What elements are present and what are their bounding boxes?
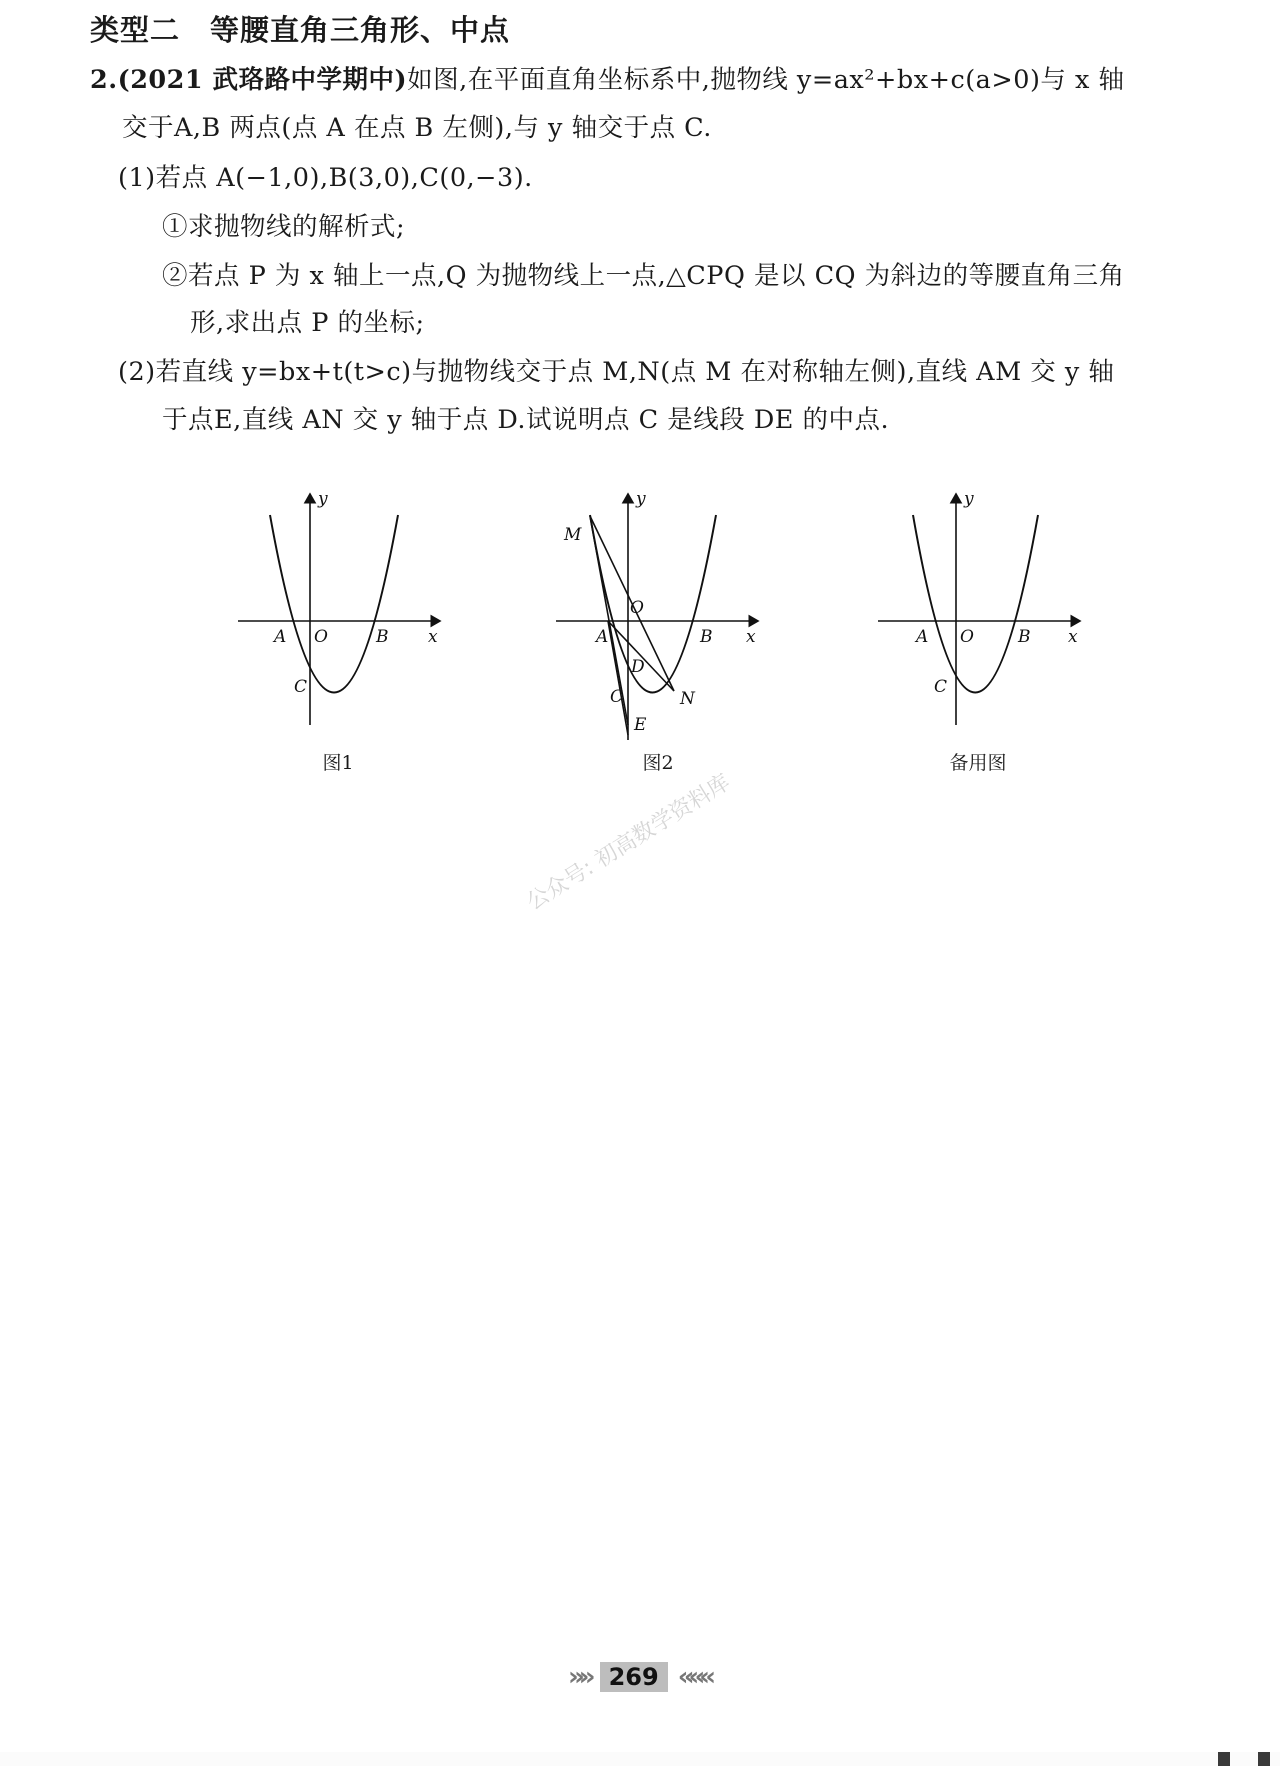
label-B: B [700,627,713,647]
problem-source: (2021 武珞路中学期中) [117,65,408,95]
figure-2-caption: 图2 [642,752,674,774]
label-x: x [428,627,438,647]
label-O: O [314,627,328,647]
horizontal-scrollbar[interactable] [0,1752,1280,1766]
part1-conditions: (1)若点 A(−1,0),B(3,0),C(0,−3). [118,163,533,193]
page-footer [568,1662,710,1692]
page-number: 269 [600,1662,668,1692]
label-C: C [610,687,624,707]
part1-question-b-line2: 形,求出点 P 的坐标; [190,308,425,338]
part2-line1: (2)若直线 y=bx+t(t>c)与抛物线交于点 M,N(点 M 在对称轴左侧),直线 AM 交 y 轴 [118,357,1115,387]
figure-2 [548,480,768,750]
chevron-right-icon: »» [568,1662,590,1692]
label-O: O [960,627,974,647]
parabola-curve [590,515,716,693]
label-M: M [564,525,582,545]
figure-1 [230,480,450,740]
problem-text-1: 如图,在平面直角坐标系中,抛物线 y=ax²+bx+c(a>0)与 x 轴 [407,65,1125,95]
section-title: 类型二 等腰直角三角形、中点 [90,13,511,47]
part1-question-a: ①求抛物线的解析式; [162,212,406,242]
label-D: D [631,657,645,677]
watermark: 公众号: 初高数学资料库 [522,770,735,916]
scroll-left-button[interactable] [1218,1752,1230,1766]
figure-2-graph [548,480,768,750]
figure-1-graph [230,480,450,740]
problem-line-1 [90,60,1125,96]
problem-number: 2. [90,65,118,95]
figure-3-graph [878,480,1098,740]
scroll-right-button[interactable] [1258,1752,1270,1766]
label-E: E [634,715,647,735]
parabola-curve [270,515,398,693]
label-A: A [274,627,287,647]
label-N: N [680,689,695,709]
label-O: O [630,598,644,618]
label-A: A [916,627,929,647]
label-C: C [294,677,308,697]
label-x: x [1068,627,1078,647]
parabola-curve [913,515,1038,693]
label-y: y [964,489,974,509]
label-y: y [318,489,328,509]
label-y: y [636,489,646,509]
label-B: B [1018,627,1031,647]
label-x: x [746,627,756,647]
label-B: B [376,627,389,647]
label-C: C [934,677,948,697]
part2-line2: 于点E,直线 AN 交 y 轴于点 D.试说明点 C 是线段 DE 的中点. [162,405,890,435]
label-A: A [596,627,609,647]
figure-3-caption: 备用图 [949,752,1007,774]
problem-line-2: 交于A,B 两点(点 A 在点 B 左侧),与 y 轴交于点 C. [122,113,712,143]
chevron-left-icon: ««« [677,1662,711,1692]
figure-1-caption: 图1 [322,752,354,774]
figure-3 [878,480,1098,740]
part1-question-b-line1: ②若点 P 为 x 轴上一点,Q 为抛物线上一点,△CPQ 是以 CQ 为斜边的等腰直角三角 [162,261,1125,291]
